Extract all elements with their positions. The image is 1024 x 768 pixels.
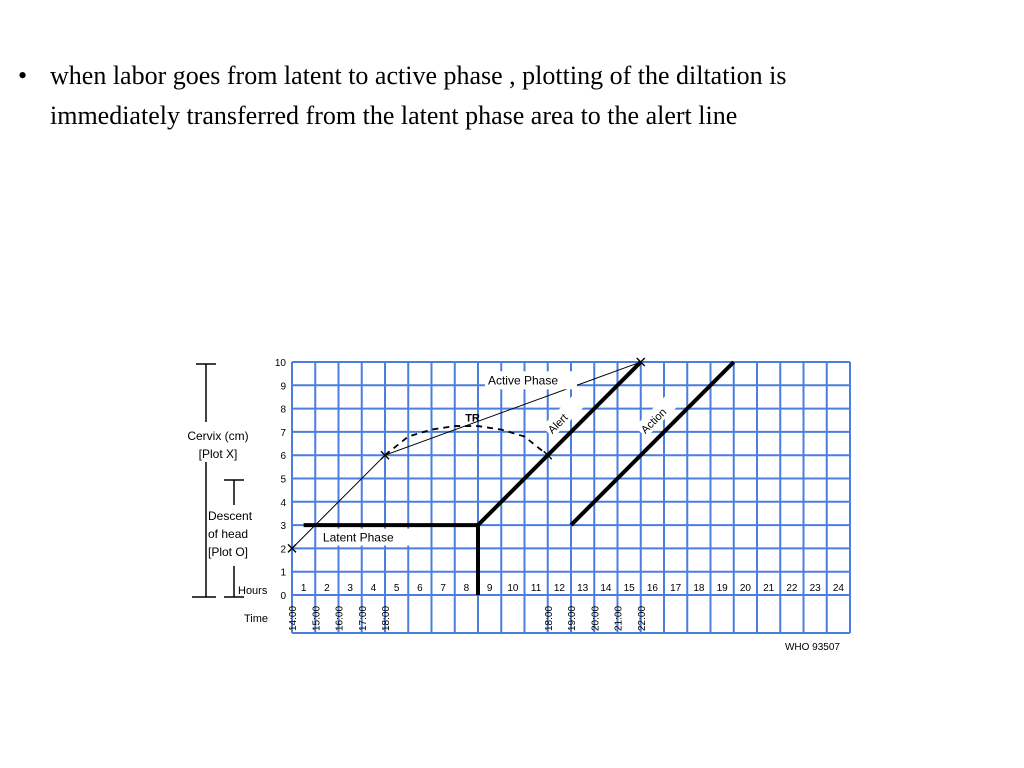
hour-label: 22 xyxy=(786,583,798,594)
time-label: 19:00 xyxy=(567,605,578,631)
hour-label: 3 xyxy=(347,583,353,594)
y-tick-label: 5 xyxy=(280,474,286,486)
time-label: 18:00 xyxy=(381,605,392,631)
cervix-label: Cervix (cm) xyxy=(187,429,249,443)
y-tick-label: 2 xyxy=(280,544,286,556)
hour-label: 7 xyxy=(440,583,446,594)
hour-label: 18 xyxy=(693,583,705,594)
tr-label: TR xyxy=(465,412,480,425)
y-tick-label: 6 xyxy=(280,451,286,463)
descent-label: [Plot O] xyxy=(208,545,249,559)
descent-label: Descent xyxy=(208,509,253,523)
hour-label: 21 xyxy=(763,583,775,594)
alert-label: Alert xyxy=(546,411,571,437)
y-tick-label: 0 xyxy=(280,591,286,602)
hour-label: 24 xyxy=(832,583,844,594)
active-phase-label: Active Phase xyxy=(487,373,559,388)
hour-label: 8 xyxy=(463,583,470,594)
source-label: WHO 93507 xyxy=(784,642,840,653)
hour-label: 23 xyxy=(809,583,821,594)
hour-label: 17 xyxy=(670,583,682,594)
hour-label: 13 xyxy=(577,583,589,594)
hour-label: 2 xyxy=(324,583,330,594)
y-tick-label: 4 xyxy=(280,497,286,509)
bullet-text: when labor goes from latent to active phase , plotting of the diltation is immediately transferred from the latent phase area to the alert line xyxy=(50,61,787,130)
time-label: 22:00 xyxy=(636,605,648,631)
hour-label: 14 xyxy=(600,583,612,594)
hour-label: 9 xyxy=(486,583,493,594)
y-tick-label: 1 xyxy=(280,567,286,579)
time-label: 21:00 xyxy=(613,605,625,631)
time-label-heading: Time xyxy=(244,613,269,625)
hour-label: 16 xyxy=(646,583,658,594)
series-line-tr xyxy=(385,426,548,455)
time-label: 18:00 xyxy=(543,605,555,631)
y-tick-label: 8 xyxy=(280,404,286,416)
hour-label: 4 xyxy=(370,583,377,594)
hours-label: Hours xyxy=(238,585,268,597)
hour-label: 1 xyxy=(300,583,307,594)
annotation-layer xyxy=(320,371,841,653)
hour-label: 20 xyxy=(739,583,751,594)
cervix-plot-label: [Plot X] xyxy=(198,447,238,461)
series-layer xyxy=(288,358,734,595)
hour-label: 10 xyxy=(507,583,519,594)
time-label: 20:00 xyxy=(590,605,602,631)
y-tick-label: 7 xyxy=(280,427,286,439)
latent-phase-label: Latent Phase xyxy=(322,530,394,545)
descent-label: of head xyxy=(208,527,249,541)
y-tick-label: 3 xyxy=(280,521,286,533)
hour-label: 11 xyxy=(530,583,542,594)
action-label: Action xyxy=(639,406,670,437)
hour-label: 12 xyxy=(553,583,565,594)
axes-layer xyxy=(187,358,845,631)
series-line-action xyxy=(571,362,734,525)
hour-label: 15 xyxy=(623,583,635,594)
bullet-symbol: • xyxy=(18,61,28,90)
hour-label: 6 xyxy=(417,583,423,594)
time-label: 14:00 xyxy=(288,605,299,631)
y-tick-label: 10 xyxy=(274,358,286,369)
y-tick-label: 9 xyxy=(280,381,286,393)
time-label: 17:00 xyxy=(357,605,369,631)
hour-label: 5 xyxy=(393,583,400,594)
time-label: 15:00 xyxy=(311,605,323,631)
hour-label: 19 xyxy=(716,583,728,594)
time-label: 16:00 xyxy=(334,605,346,631)
